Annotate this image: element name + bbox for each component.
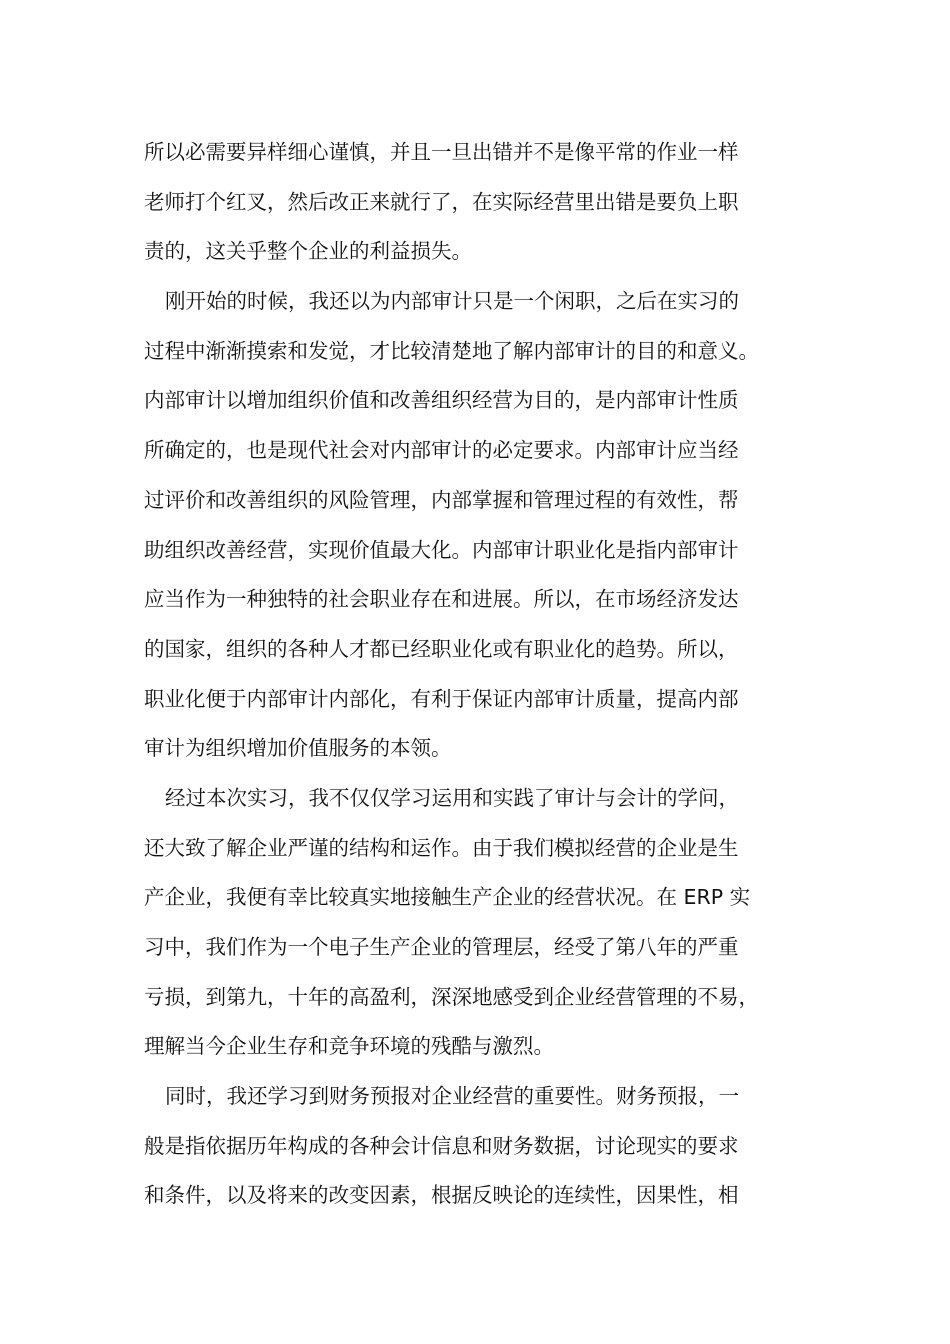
text-line: 理解当今企业生存和竞争环境的残酷与激烈。 (144, 1034, 554, 1059)
text-line: 审计为组织增加价值服务的本领。 (144, 736, 452, 761)
text-line: 过评价和改善组织的风险管理，内部掌握和管理过程的有效性，帮 (144, 487, 739, 512)
text-line: 老师打个红叉，然后改正来就行了，在实际经营里出错是要负上职 (144, 189, 739, 214)
text-line: 产企业，我便有幸比较真实地接触生产企业的经营状况。在 ERP 实 (144, 885, 751, 910)
text-line: 助组织改善经营，实现价值最大化。内部审计职业化是指内部审计 (144, 537, 739, 562)
text-line: 职业化便于内部审计内部化，有利于保证内部审计质量，提高内部 (144, 686, 739, 711)
text-line: 过程中渐渐摸索和发觉，才比较清楚地了解内部审计的目的和意义。 (144, 338, 759, 363)
text-line: 的国家，组织的各种人才都已经职业化或有职业化的趋势。所以， (144, 636, 739, 661)
text-line: 所以必需要异样细心谨慎，并且一旦出错并不是像平常的作业一样 (144, 140, 739, 164)
text-line: 习中，我们作为一个电子生产企业的管理层，经受了第八年的严重 (144, 935, 739, 959)
text-line: 应当作为一种独特的社会职业存在和进展。所以，在市场经济发达 (144, 587, 739, 612)
text-line: 亏损，到第九，十年的高盈利，深深地感受到企业经营管理的不易， (144, 984, 759, 1009)
text-line: 内部审计以增加组织价值和改善组织经营为目的，是内部审计性质 (144, 388, 739, 413)
paragraph-first-line: 同时，我还学习到财务预报对企业经营的重要性。财务预报，一 (165, 1084, 739, 1109)
paragraph-first-line: 经过本次实习，我不仅仅学习运用和实践了审计与会计的学问， (165, 785, 739, 810)
text-line: 所确定的，也是现代社会对内部审计的必定要求。内部审计应当经 (144, 438, 739, 463)
body-text (144, 128, 814, 1221)
text-line: 般是指依据历年构成的各种会计信息和财务数据，讨论现实的要求 (144, 1133, 739, 1158)
text-line: 责的，这关乎整个企业的利益损失。 (144, 239, 472, 264)
paragraph-first-line: 刚开始的时候，我还以为内部审计只是一个闲职，之后在实习的 (165, 289, 739, 314)
text-line: 还大致了解企业严谨的结构和运作。由于我们模拟经营的企业是生 (144, 835, 739, 860)
text-line: 和条件，以及将来的改变因素，根据反映论的连续性，因果性，相 (144, 1183, 739, 1208)
